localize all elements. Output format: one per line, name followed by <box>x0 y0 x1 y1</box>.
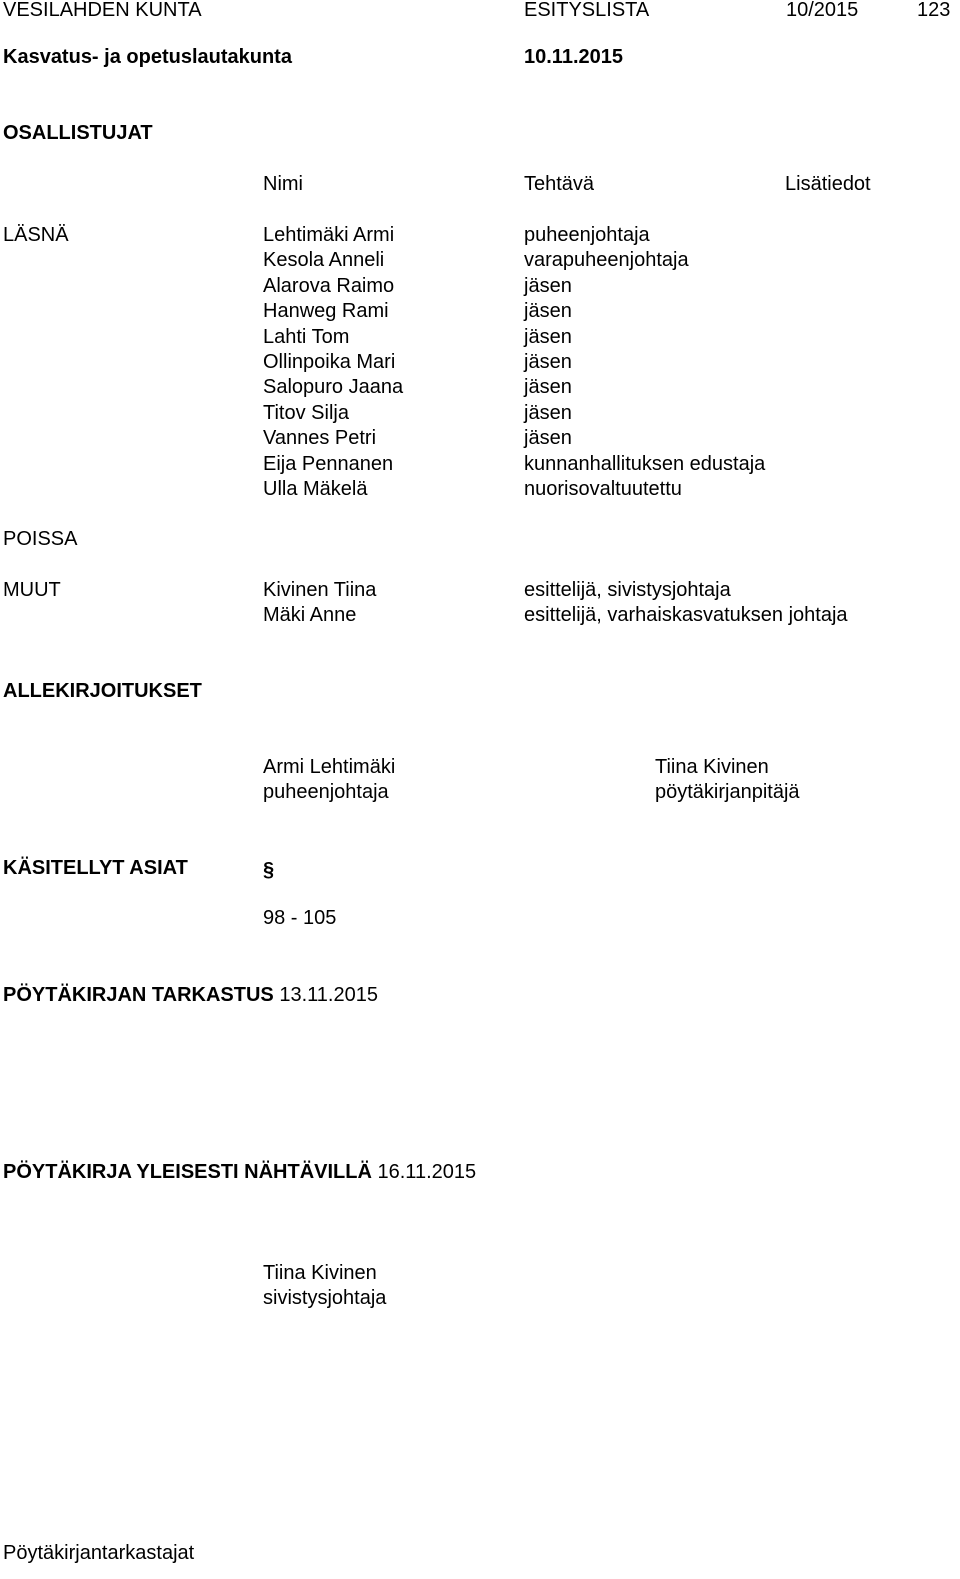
public-line <box>3 1160 476 1185</box>
present-name: Hanweg Rami <box>263 300 389 323</box>
other-role: esittelijä, sivistysjohtaja <box>524 579 731 601</box>
secretary-title: pöytäkirjanpitäjä <box>655 781 800 803</box>
others-roles-list <box>524 578 848 629</box>
review-line <box>3 983 378 1008</box>
present-label: LÄSNÄ <box>3 224 69 246</box>
document-type: ESITYSLISTA <box>524 0 650 21</box>
public-signer-name: Tiina Kivinen <box>263 1262 377 1284</box>
participants-heading: OSALLISTUJAT <box>3 122 153 144</box>
present-roles-list <box>524 223 765 502</box>
column-header-role: Tehtävä <box>524 173 595 195</box>
secretary-name: Tiina Kivinen <box>655 756 769 778</box>
section-symbol: § <box>263 859 275 881</box>
present-name: Alarova Raimo <box>263 274 395 297</box>
board-name: Kasvatus- ja opetuslautakunta <box>3 46 292 68</box>
present-role: jäsen <box>524 376 572 399</box>
others-names-list <box>263 578 376 629</box>
meeting-date: 10.11.2015 <box>524 46 623 68</box>
other-name: Kivinen Tiina <box>263 579 377 601</box>
column-header-name: Nimi <box>263 173 303 195</box>
municipality-name: VESILAHDEN KUNTA <box>3 0 202 21</box>
present-names-list <box>263 223 403 502</box>
present-name: Titov Silja <box>263 401 349 424</box>
page-number: 123 <box>917 0 951 21</box>
other-role: esittelijä, varhaiskasvatuksen johtaja <box>524 604 848 627</box>
present-name: Kesola Anneli <box>263 249 385 272</box>
present-role: jäsen <box>524 274 572 297</box>
handled-heading: KÄSITELLYT ASIAT <box>3 857 188 879</box>
other-name: Mäki Anne <box>263 604 357 627</box>
review-date: 13.11.2015 <box>279 984 378 1006</box>
present-name: Vannes Petri <box>263 427 377 450</box>
present-role: varapuheenjohtaja <box>524 249 689 272</box>
review-heading: PÖYTÄKIRJAN TARKASTUS <box>3 984 274 1006</box>
present-name: Eija Pennanen <box>263 452 394 475</box>
handled-range: 98 - 105 <box>263 907 337 929</box>
chair-title: puheenjohtaja <box>263 781 389 803</box>
present-role: jäsen <box>524 325 572 348</box>
chair-name: Armi Lehtimäki <box>263 756 396 778</box>
present-role: jäsen <box>524 300 572 323</box>
present-role: jäsen <box>524 401 572 424</box>
column-header-extra: Lisätiedot <box>785 173 871 195</box>
public-heading: PÖYTÄKIRJA YLEISESTI NÄHTÄVILLÄ <box>3 1161 372 1183</box>
present-name: Ulla Mäkelä <box>263 477 368 500</box>
present-name: Lahti Tom <box>263 325 350 348</box>
signatures-heading: ALLEKIRJOITUKSET <box>3 680 202 702</box>
present-name: Lehtimäki Armi <box>263 224 395 246</box>
public-date: 16.11.2015 <box>377 1161 477 1183</box>
issue-number: 10/2015 <box>786 0 859 21</box>
present-name: Salopuro Jaana <box>263 376 404 399</box>
present-role: jäsen <box>524 350 572 373</box>
present-role: kunnanhallituksen edustaja <box>524 452 766 475</box>
present-role: puheenjohtaja <box>524 224 650 246</box>
reviewers-label: Pöytäkirjantarkastajat <box>3 1542 195 1564</box>
public-signer-title: sivistysjohtaja <box>263 1287 387 1309</box>
absent-label: POISSA <box>3 528 78 550</box>
present-name: Ollinpoika Mari <box>263 350 396 373</box>
present-role: jäsen <box>524 427 572 450</box>
others-label: MUUT <box>3 579 61 601</box>
present-role: nuorisovaltuutettu <box>524 477 682 500</box>
